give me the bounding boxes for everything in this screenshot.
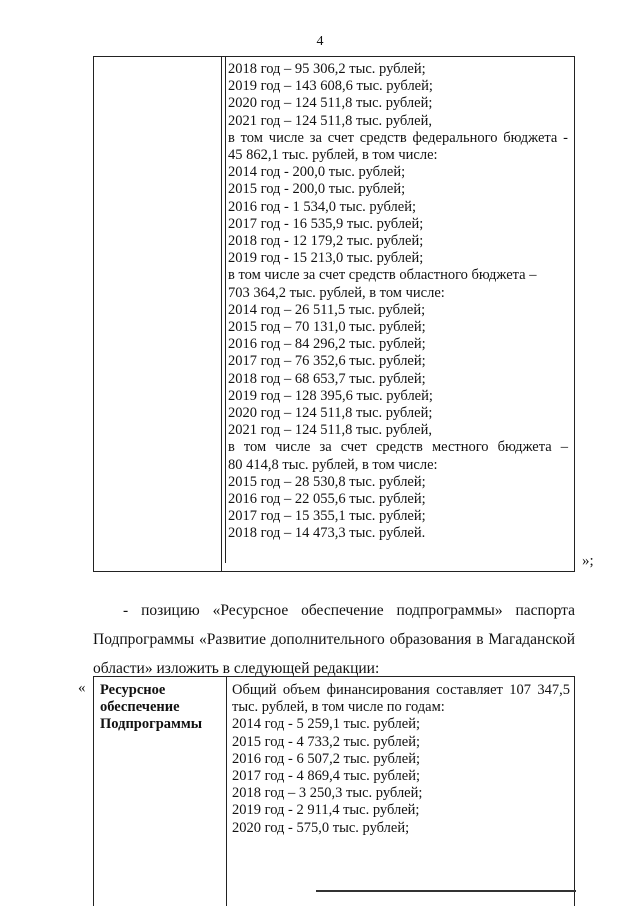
funding-line: 2018 год – 95 306,2 тыс. рублей;	[228, 61, 426, 77]
table-column-divider	[221, 57, 222, 571]
label-line: обеспечение	[100, 699, 180, 715]
funding-line: 2020 год – 124 511,8 тыс. рублей;	[228, 95, 433, 112]
resource-provision-lines	[232, 682, 570, 837]
funding-line-regional-heading: в том числе за счет средств областного бюджета –	[228, 267, 537, 284]
funding-line: 2016 год – 22 055,6 тыс. рублей;	[228, 491, 426, 508]
funding-line: 2014 год - 5 259,1 тыс. рублей;	[232, 716, 420, 733]
label-line: Ресурсное	[100, 682, 166, 698]
funding-line: 2018 год – 3 250,3 тыс. рублей;	[232, 785, 423, 802]
paragraph-line: области» изложить в следующей редакции:	[93, 660, 380, 677]
funding-line: 2018 год - 12 179,2 тыс. рублей;	[228, 233, 424, 250]
resource-provision-table	[93, 676, 575, 906]
funding-line: 45 862,1 тыс. рублей, в том числе:	[228, 147, 438, 164]
funding-line: 2014 год – 26 511,5 тыс. рублей;	[228, 301, 426, 318]
paragraph-line: - позицию «Ресурсное обеспечение подпрограммы» паспорта	[123, 602, 575, 619]
funding-lines	[228, 61, 568, 543]
funding-line: 2015 год – 28 530,8 тыс. рублей;	[228, 473, 426, 490]
funding-line: 2019 год – 143 608,6 тыс. рублей;	[228, 78, 433, 95]
funding-line: 2015 год - 4 733,2 тыс. рублей;	[232, 733, 420, 750]
total-funding-line: Общий объем финансирования составляет 107 347,5	[232, 682, 570, 698]
funding-line: 2016 год - 6 507,2 тыс. рублей;	[232, 750, 420, 767]
funding-line: 2017 год - 16 535,9 тыс. рублей;	[228, 215, 424, 232]
label-line: Подпрограммы	[100, 716, 203, 732]
funding-line: 2020 год - 575,0 тыс. рублей;	[232, 819, 410, 836]
funding-line: тыс. рублей, в том числе по годам:	[232, 699, 445, 716]
funding-line: 2021 год – 124 511,8 тыс. рублей,	[228, 422, 432, 439]
resource-provision-label	[100, 682, 222, 733]
funding-line: 2020 год – 124 511,8 тыс. рублей;	[228, 405, 433, 422]
funding-line-federal-heading: в том числе за счет средств федерального бюджета -	[228, 129, 568, 146]
funding-line: 2014 год - 200,0 тыс. рублей;	[228, 164, 406, 181]
closing-quote: »;	[582, 553, 594, 569]
funding-line: 2021 год – 124 511,8 тыс. рублей,	[228, 112, 432, 129]
funding-line: 2018 год – 68 653,7 тыс. рублей;	[228, 370, 426, 387]
funding-line: 2015 год – 70 131,0 тыс. рублей;	[228, 319, 426, 336]
funding-line: 2019 год – 128 395,6 тыс. рублей;	[228, 387, 433, 404]
funding-line: 2017 год – 15 355,1 тыс. рублей;	[228, 508, 426, 525]
funding-line: 2016 год - 1 534,0 тыс. рублей;	[228, 198, 416, 215]
page-number: 4	[316, 34, 324, 49]
funding-line-local-heading: в том числе за счет средств местного бюджета –	[228, 439, 568, 456]
bottom-rule	[316, 890, 576, 892]
funding-line: 2018 год – 14 473,3 тыс. рублей.	[228, 525, 426, 542]
funding-line: 80 414,8 тыс. рублей, в том числе:	[228, 456, 438, 473]
funding-line: 2017 год – 76 352,6 тыс. рублей;	[228, 353, 426, 370]
funding-line: 2015 год - 200,0 тыс. рублей;	[228, 181, 406, 198]
table-column-divider	[226, 677, 227, 906]
opening-quote: «	[78, 680, 86, 696]
table-inner-divider	[225, 57, 226, 563]
funding-line: 703 364,2 тыс. рублей, в том числе:	[228, 284, 445, 301]
funding-line: 2019 год - 15 213,0 тыс. рублей;	[228, 250, 424, 267]
funding-table-continued	[93, 56, 575, 572]
amendment-paragraph	[93, 596, 575, 683]
funding-line: 2017 год - 4 869,4 тыс. рублей;	[232, 768, 420, 785]
funding-line: 2019 год - 2 911,4 тыс. рублей;	[232, 802, 420, 819]
funding-line: 2016 год – 84 296,2 тыс. рублей;	[228, 336, 426, 353]
paragraph-line: Подпрограммы «Развитие дополнительного образования в Магаданской	[93, 631, 575, 648]
